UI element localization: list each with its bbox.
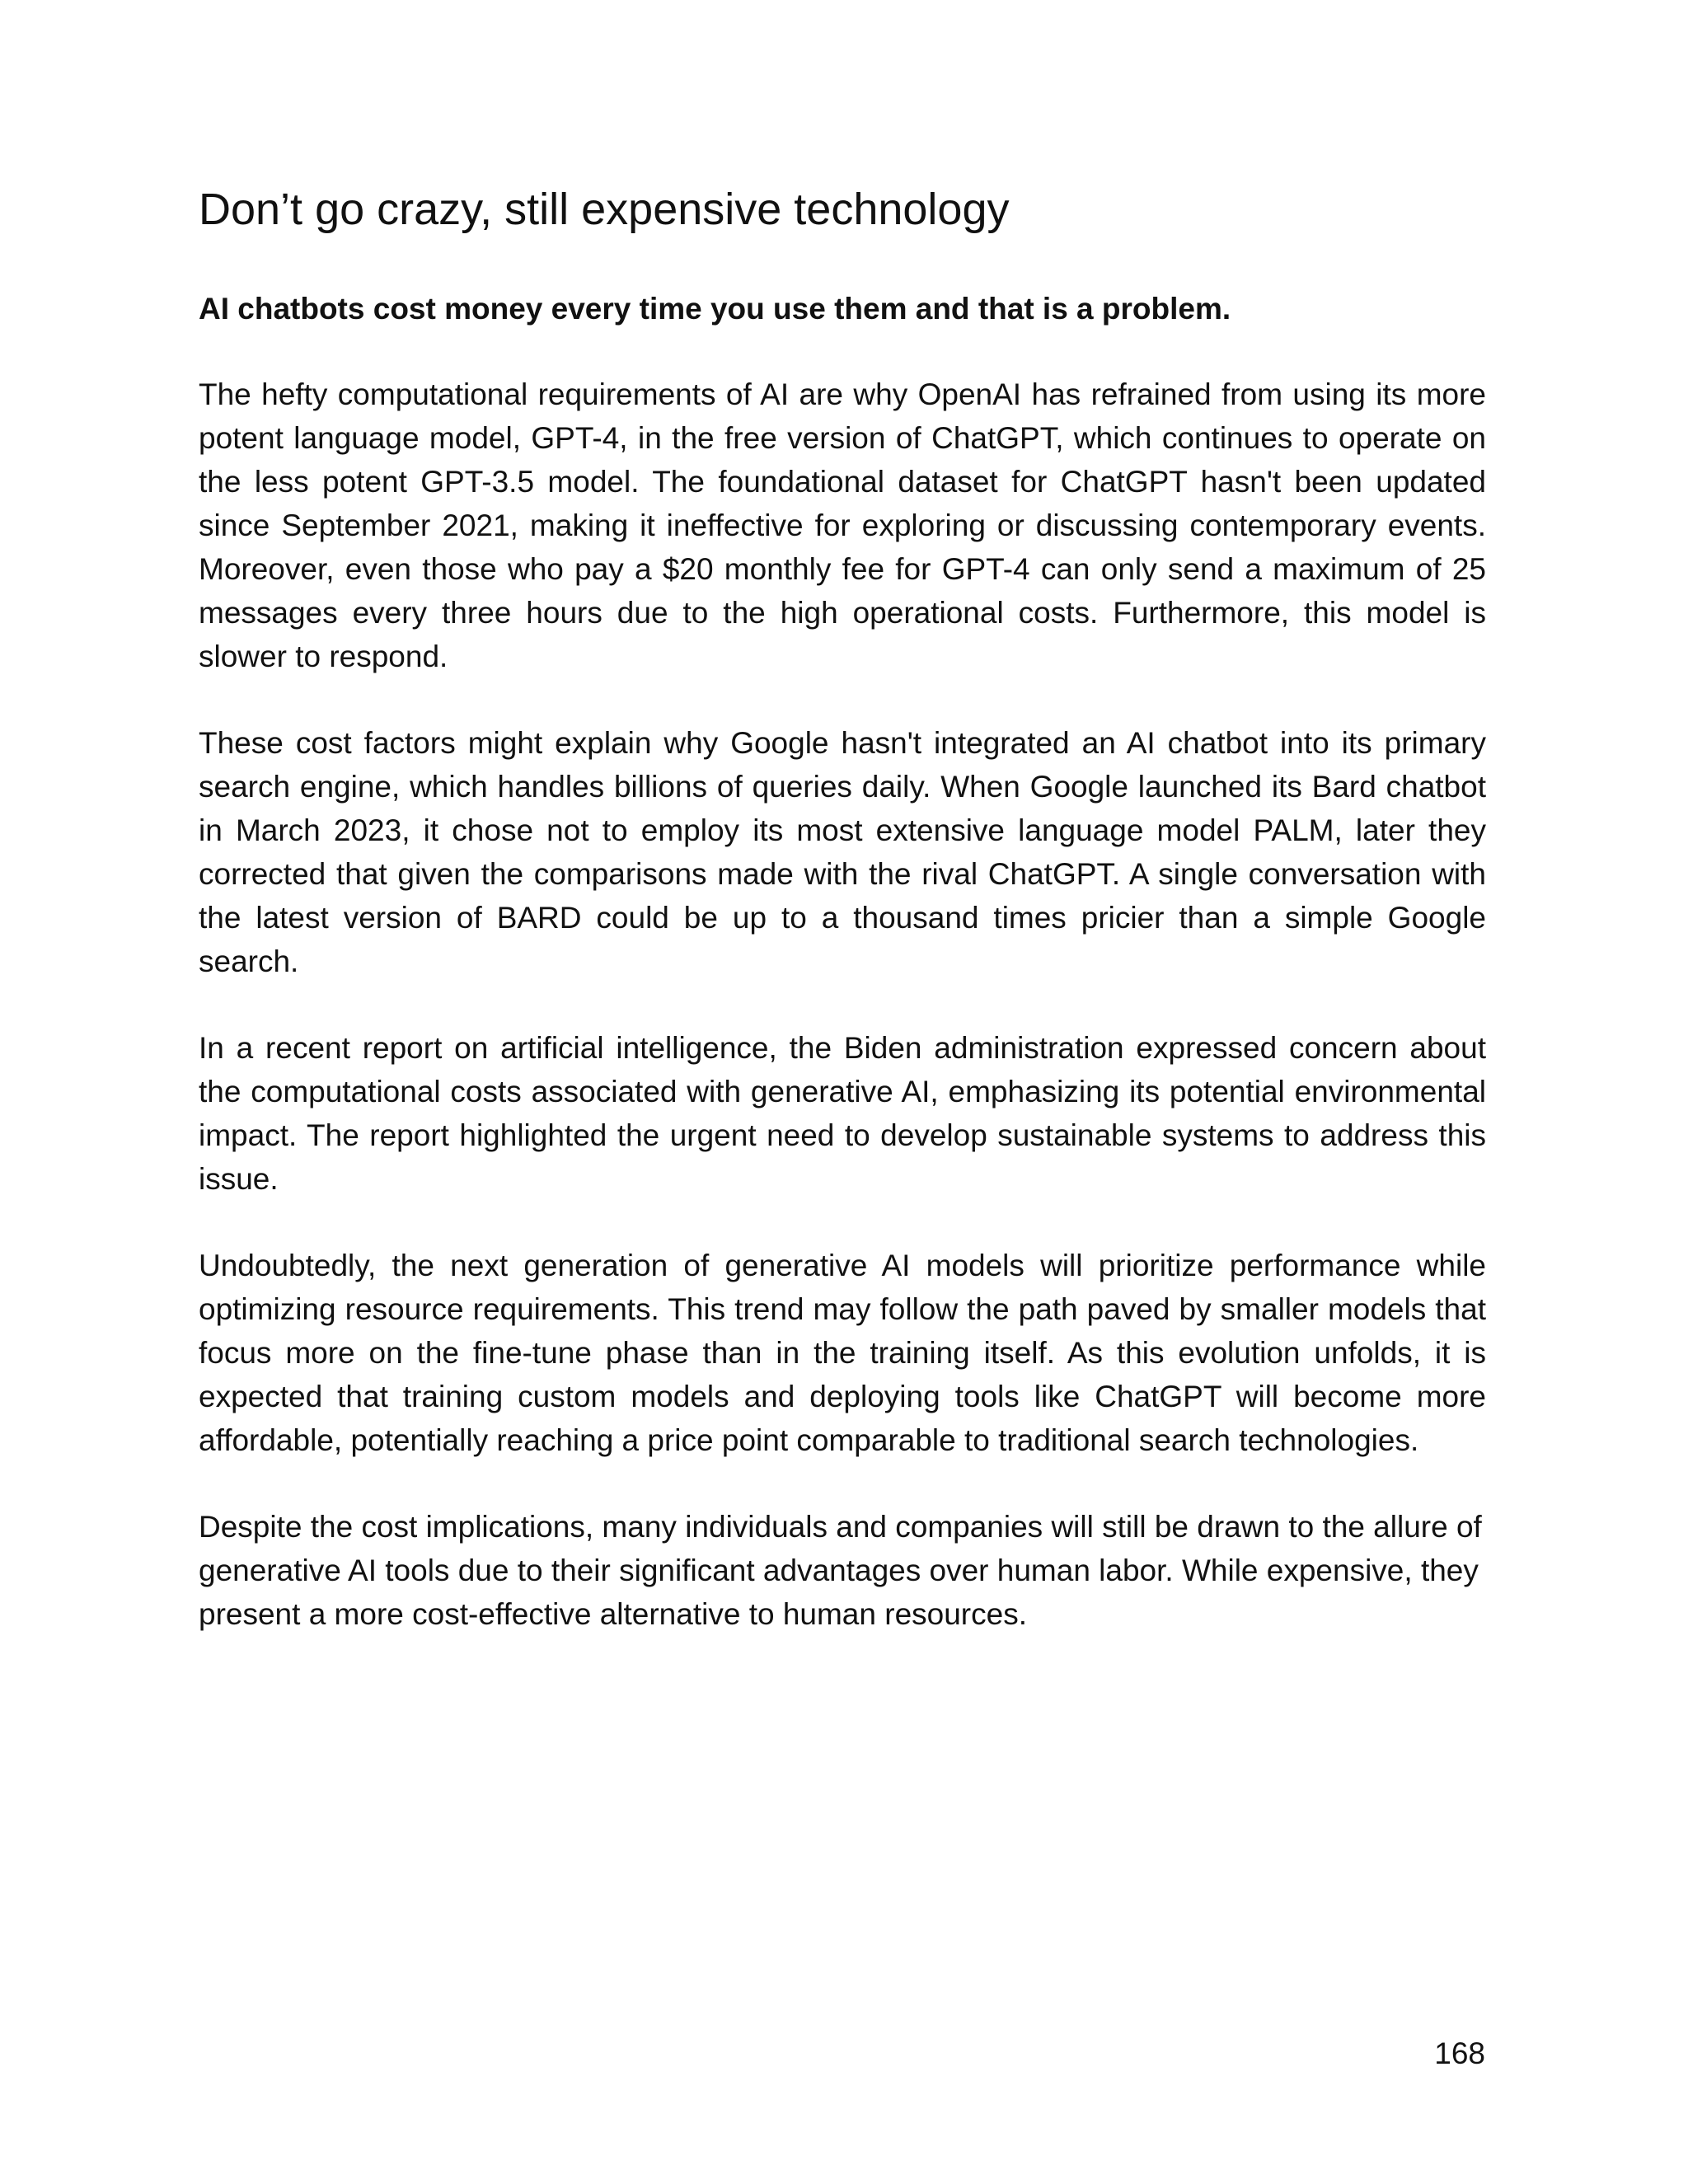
paragraph-2: These cost factors might explain why Google hasn't integrated an AI chatbot into its primary search engine, which handles billions of queries daily. When Google launched its Bard chatbot in March 2023, it chose not to employ its most extensive language model PALM, later they corrected that given the comparisons made with the rival ChatGPT. A single conversation with the latest version of BARD could be up to a thousand times pricier than a simple Google search.	[199, 725, 1486, 978]
page-content	[199, 183, 1486, 1679]
section-title: Don’t go crazy, still expensive technology	[199, 185, 1010, 234]
paragraph-4: Undoubtedly, the next generation of generative AI models will prioritize performance while optimizing resource requirements. This trend may follow the path paved by smaller models that focus more on the fine-tune phase than in the training itself. As this evolution unfolds, it is expected that training custom models and deploying tools like ChatGPT will become more affordable, potentially reaching a price point comparable to traditional search technologies.	[199, 1248, 1486, 1457]
paragraph-5: Despite the cost implications, many individuals and companies will still be drawn to the allure of generative AI tools due to their significant advantages over human labor. While expensive, they present a more cost-effective alternative to human resources.	[199, 1509, 1482, 1631]
section-subtitle: AI chatbots cost money every time you use them and that is a problem.	[199, 291, 1231, 326]
paragraph-1: The hefty computational requirements of AI are why OpenAI has refrained from using its more potent language model, GPT-4, in the free version of ChatGPT, which continues to operate on the less potent GPT-3.5 model. The foundational dataset for ChatGPT hasn't been updated since September 2021, making it ineffective for exploring or discussing contemporary events. Moreover, even those who pay a $20 monthly fee for GPT-4 can only send a maximum of 25 messages every three hours due to the high operational costs. Furthermore, this model is slower to respond.	[199, 377, 1486, 673]
page-number: 168	[1434, 2036, 1485, 2070]
paragraph-3: In a recent report on artificial intelligence, the Biden administration expressed concern about the computational costs associated with generative AI, emphasizing its potential environmental impact. The report highlighted the urgent need to develop sustainable systems to address this issue.	[199, 1030, 1486, 1196]
